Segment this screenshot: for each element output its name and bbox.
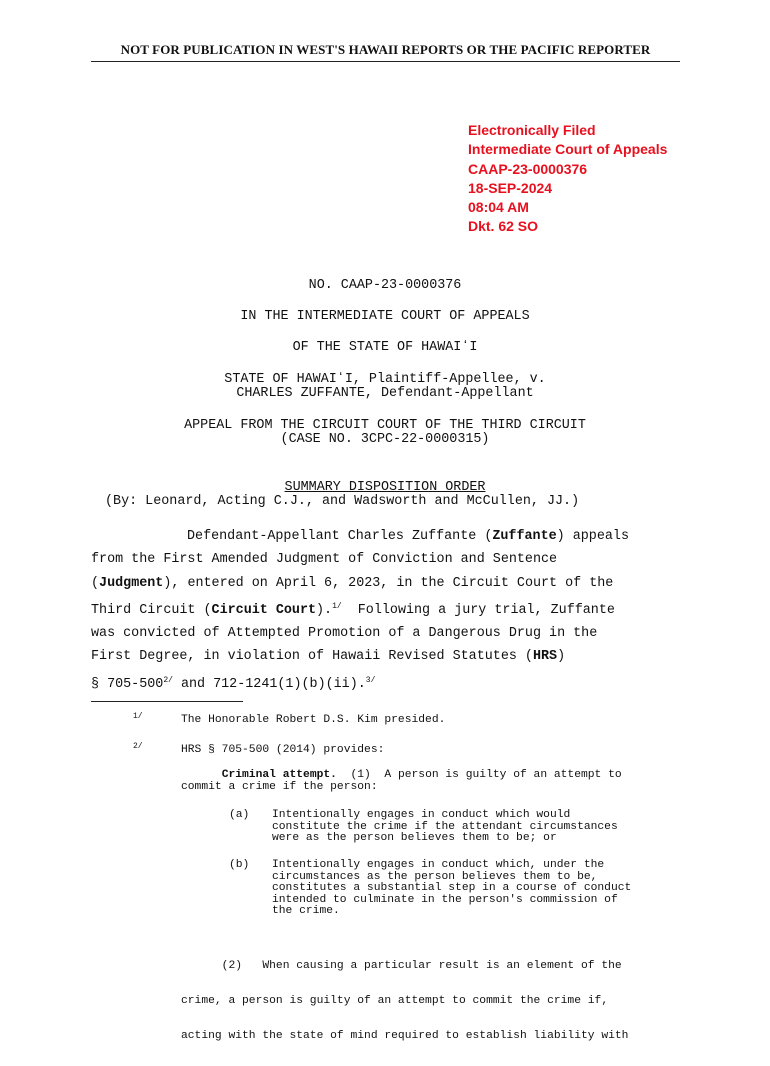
statute-item-b-label: (b) (229, 859, 250, 871)
filing-line: Dkt. 62 SO (468, 218, 539, 235)
body-line: § $705-500^{2/}$ and 712-1241(1)(b)(ii).$^{3/}$ (91, 675, 376, 692)
court-name-line1: IN THE INTERMEDIATE COURT OF APPEALS (240, 309, 530, 324)
order-body (91, 525, 629, 696)
header-rule (91, 61, 680, 62)
body-line: First Degree, in violation of Hawaii Revised Statutes (HRS) (91, 649, 566, 665)
filing-line: Electronically Filed (468, 122, 596, 138)
publication-header: NOT FOR PUBLICATION IN WEST'S HAWAII REPORTS OR THE PACIFIC REPORTER (120, 42, 651, 57)
judges-line: (By: Leonard, Acting C.J., and Wadsworth and McCullen, JJ.) (105, 494, 580, 509)
body-line: Third Circuit (Circuit Court).$^{1/}$ Following a jury trial, Zuffante (91, 601, 615, 618)
statute-item-a-label: (a) (229, 809, 250, 821)
footnote-ref-1[interactable]: 1/ (332, 601, 342, 611)
footnote-rule (91, 701, 243, 702)
statute-item-b: Intentionally engages in conduct which, under the circumstances as the person believes them to be, constitutes a substantial step in a course of conduct intended to culminate in the person's commission of the crime. (272, 859, 632, 918)
filing-line: 08:04 AM (468, 199, 529, 216)
filing-line: Intermediate Court of Appeals (468, 141, 668, 158)
body-line: was convicted of Attempted Promotion of a Dangerous Drug in the (91, 626, 598, 642)
parties-line1: STATE OF HAWAIʻI, Plaintiff-Appellee, v. (224, 372, 546, 387)
footnote-mark-2: 2/ (133, 742, 143, 751)
footnote-ref-3[interactable]: 3/ (365, 675, 376, 685)
body-line: Defendant-Appellant Charles Zuffante (Zuffante) appeals (187, 529, 629, 544)
footnote-ref-2[interactable]: 2/ (163, 675, 173, 685)
order-title-text: SUMMARY DISPOSITION ORDER (284, 480, 486, 495)
appeal-line1: APPEAL FROM THE CIRCUIT COURT OF THE THIRD CIRCUIT (184, 418, 586, 433)
statute-item-a: Intentionally engages in conduct which would constitute the crime if the attendant circumstances were as the person believes them to be; or (272, 809, 618, 845)
statute-quote-1: Criminal attempt. (1) A person is guilty of an attempt to commit a crime if the person: (181, 769, 622, 793)
filing-stamp (468, 121, 667, 237)
footnote-text-1: The Honorable Robert D.S. Kim presided. (181, 714, 446, 726)
appeal-line2: (CASE NO. 3CPC-22-0000315) (280, 432, 490, 447)
case-number: NO. CAAP-23-0000376 (308, 278, 462, 293)
body-line: (Judgment), entered on April 6, 2023, in the Circuit Court of the (91, 575, 614, 591)
footnote-text-2: HRS § 705-500 (2014) provides: (181, 744, 385, 756)
statute-quote-2: (2) When causing a particular result is an element of the crime, a person is guilty of an attempt to commit the crime if, acting with the state of mind required to establish liability with (181, 960, 629, 1042)
order-title (0, 480, 770, 495)
parties-line2: CHARLES ZUFFANTE, Defendant-Appellant (236, 386, 534, 401)
footnote-mark-1: 1/ (133, 712, 143, 721)
court-name-line2: OF THE STATE OF HAWAIʻI (292, 340, 478, 355)
filing-line: CAAP-23-0000376 (468, 160, 588, 177)
filing-line: 18-SEP-2024 (468, 179, 553, 196)
body-line: from the First Amended Judgment of Conviction and Sentence (91, 552, 558, 568)
